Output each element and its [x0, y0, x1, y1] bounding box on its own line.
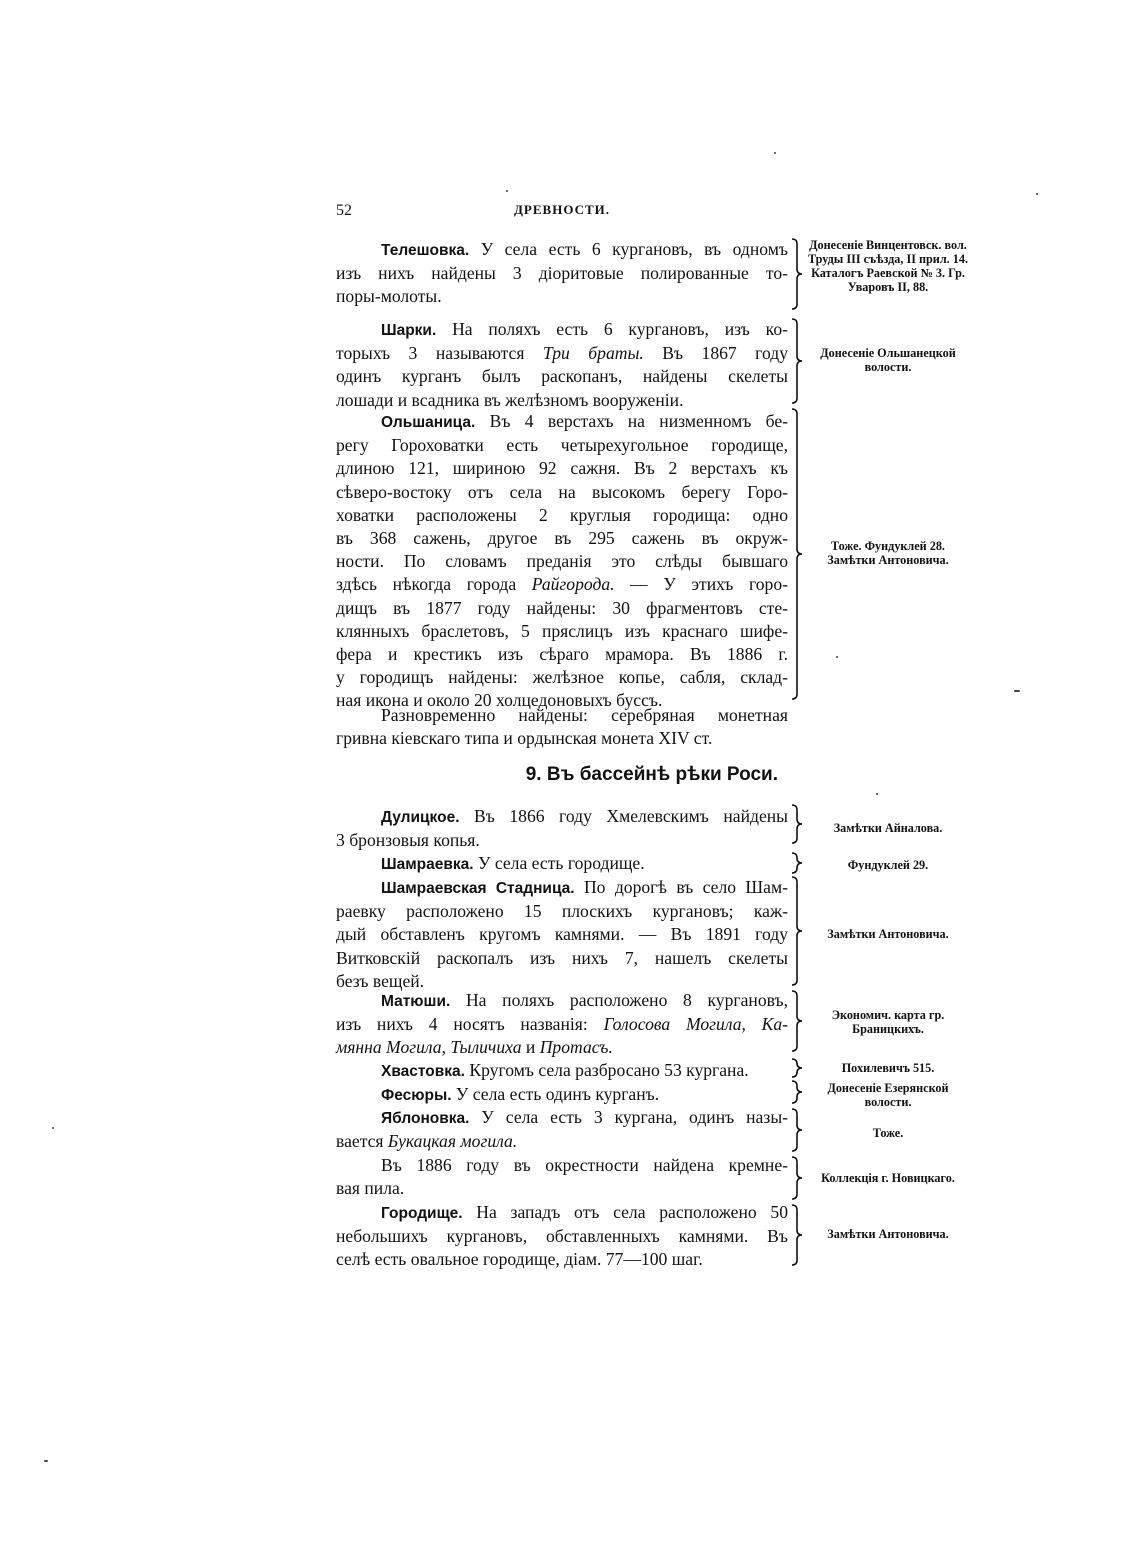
place-name: Шамраевская Стадница. [381, 880, 575, 897]
brace-khvastovka [790, 1058, 804, 1078]
italic-name: Три браты. [542, 343, 644, 364]
text-run: ная икона и около 20 холцедоновыхъ буссъ. [336, 690, 663, 711]
brace-icon [790, 1080, 804, 1104]
brace-teleshovka [790, 238, 804, 310]
text-run: торыхъ 3 называются [336, 343, 543, 364]
text-run: вается [336, 1131, 388, 1152]
text-run: одинъ курганъ былъ раскопанъ, найдены скелеты [336, 366, 788, 387]
text-run: и [521, 1037, 540, 1058]
text-run: раевку расположено 15 плоскихъ кургановъ; каж- [336, 901, 788, 922]
brace-icon [790, 990, 804, 1052]
note-fesyury: Донесеніе Езерянской волости. [827, 1081, 949, 1109]
italic-name: Букацкая могила. [387, 1131, 518, 1152]
text-line [336, 620, 788, 643]
text-run: регу Гороховатки есть четырехугольное городище, [336, 435, 788, 456]
text-line [336, 527, 788, 550]
page-header [336, 202, 788, 224]
text-run: здѣсь нѣкогда города [336, 574, 532, 595]
text-run: сѣверо-востоку отъ села на высокомъ берегу Горо- [336, 481, 788, 502]
text-line [336, 923, 788, 946]
text-run: Въ 4 верстахъ на низменномъ бе- [475, 411, 788, 431]
brace-icon [790, 876, 804, 986]
place-name: Телешовка. [381, 242, 470, 259]
place-name: Хвастовка. [381, 1063, 465, 1080]
text-line [336, 550, 788, 573]
brace-icon [790, 318, 804, 404]
text-run: изъ нихъ 4 носятъ названія: [336, 1014, 604, 1035]
text-run: въ 368 сажень, другое въ 295 сажень въ окруж- [336, 528, 788, 549]
text-run: Въ 1867 году [643, 343, 788, 364]
entry-raznovremenno [336, 704, 788, 750]
text-line [336, 481, 788, 504]
note-v1886: Коллекція г. Новицкаго. [821, 1171, 955, 1185]
brace-icon [790, 408, 804, 700]
scan-speck [876, 793, 878, 795]
entry-khvastovka [336, 1059, 788, 1083]
entry-shamraevka [336, 852, 788, 876]
section-heading-text: 9. Въ бассейнѣ рѣки Роси. [525, 764, 778, 785]
text-line [336, 1036, 788, 1059]
text-line [336, 318, 788, 342]
text-line [336, 238, 788, 262]
text-run: лошади и всадника въ желѣзномъ вооруженіи. [336, 389, 684, 410]
note-teleshovka: Донесеніе Винцентовск. вол. Труды III съѣзда, II прил. 14. Каталогъ Раевской № 3. Гр. Уваровъ II, 88. [808, 238, 968, 294]
text-line [336, 434, 788, 457]
text-line [336, 504, 788, 527]
scan-speck [836, 656, 838, 658]
text-run: фера и крестикъ изъ сѣраго мрамора. Въ 1886 г. [336, 644, 788, 665]
text-run: Въ 1866 году Хмелевскимъ найдены [459, 806, 788, 826]
place-name: Городище. [381, 1205, 463, 1222]
italic-name: мянна Могила, Тыличиха [336, 1037, 522, 1058]
text-run: гривна кіевскаго типа и ордынская монета XIV ст. [336, 728, 713, 749]
scan-speck [44, 1460, 48, 1462]
brace-shamraevskaya [790, 876, 804, 986]
text-run: Витковскій раскопалъ изъ нихъ 7, нашелъ скелеты [336, 947, 788, 968]
text-line [336, 1013, 788, 1036]
text-run: небольшихъ кургановъ, обставленныхъ камнями. Въ [336, 1226, 788, 1247]
place-name: Шарки. [381, 322, 437, 339]
brace-gorodishche [790, 1204, 804, 1266]
text-line [336, 852, 788, 876]
note-olshanitsa: Тоже. Фундуклей 28. Замѣтки Антоновича. [827, 539, 949, 567]
text-line [336, 989, 788, 1013]
entry-sharki [336, 318, 788, 412]
text-run: ности. По словамъ преданія это слѣды бывшаго [336, 551, 788, 572]
text-line [336, 1177, 788, 1200]
brace-icon [790, 238, 804, 310]
brace-icon [790, 1204, 804, 1266]
text-run: вая пила. [336, 1178, 405, 1199]
brace-icon [790, 804, 804, 844]
text-run: Разновременно найдены: серебряная монетная [381, 705, 788, 725]
text-line [336, 1106, 788, 1130]
place-name: Шамраевка. [381, 856, 474, 873]
text-line [336, 805, 788, 829]
text-line [336, 947, 788, 970]
note-yablonovka: Тоже. [872, 1126, 904, 1140]
text-line [336, 704, 788, 727]
text-run: Въ 1886 году въ окрестности найдена кремне- [381, 1155, 788, 1175]
text-line [336, 410, 788, 434]
entry-shamraevskaya [336, 876, 788, 993]
brace-shamraevka [790, 852, 804, 874]
note-gorodishche: Замѣтки Антоновича. [827, 1227, 949, 1241]
entry-teleshovka [336, 238, 788, 309]
text-run: Кругомъ села разбросано 53 кургана. [464, 1060, 749, 1080]
italic-name: Райгорода. [531, 574, 615, 595]
scan-speck [774, 152, 776, 154]
text-run: — У этихъ горо- [614, 574, 788, 595]
page-number: 52 [336, 202, 352, 219]
text-line [336, 1201, 788, 1225]
brace-v1886 [790, 1156, 804, 1200]
text-line [336, 829, 788, 852]
brace-matyushi [790, 990, 804, 1052]
place-name: Яблоновка. [381, 1110, 470, 1127]
text-line [336, 1248, 788, 1271]
place-name: Матюши. [381, 993, 451, 1010]
scan-speck [52, 1127, 54, 1129]
note-matyushi: Экономич. карта гр. Браницкихъ. [831, 1008, 945, 1036]
text-line [336, 389, 788, 412]
text-run: безъ вещей. [336, 970, 425, 991]
text-run: На поляхъ расположено 8 кургановъ, [450, 990, 788, 1010]
entry-gorodishche [336, 1201, 788, 1272]
text-run: у городищъ найдены: желѣзное копье, сабля, склад- [336, 667, 788, 688]
text-line [336, 727, 788, 750]
note-shamraevskaya: Замѣтки Антоновича. [827, 927, 949, 941]
text-run: изъ нихъ найдены 3 діоритовые полированные то- [336, 263, 788, 284]
text-line [336, 1083, 788, 1107]
text-run: У села есть городище. [473, 853, 645, 873]
text-line [336, 1059, 788, 1083]
brace-icon [790, 1108, 804, 1152]
entry-fesyury [336, 1083, 788, 1107]
brace-icon [790, 852, 804, 874]
brace-icon [790, 1058, 804, 1078]
running-title: ДРЕВНОСТИ. [513, 202, 611, 217]
text-line [336, 457, 788, 480]
scan-speck [1036, 193, 1038, 195]
entry-olshanitsa [336, 410, 788, 713]
text-run: По дорогѣ въ село Шам- [574, 877, 788, 897]
note-khvastovka: Похилевичъ 515. [841, 1061, 935, 1075]
entry-v1886 [336, 1154, 788, 1200]
text-line [336, 1154, 788, 1177]
text-line [336, 1225, 788, 1248]
text-run: 3 бронзовыя копья. [336, 830, 480, 851]
place-name: Ольшаница. [381, 414, 476, 431]
brace-sharki [790, 318, 804, 404]
text-run: На поляхъ есть 6 кургановъ, изъ ко- [436, 319, 788, 339]
text-run: дый обставленъ кругомъ камнями. — Въ 1891 году [336, 924, 788, 945]
text-line [336, 1130, 788, 1153]
text-run: На западъ отъ села расположено 50 [462, 1202, 788, 1222]
brace-yablonovka [790, 1108, 804, 1152]
text-line [336, 365, 788, 388]
text-run: поры-молоты. [336, 286, 442, 307]
brace-dulitskoe [790, 804, 804, 844]
note-sharki: Донесеніе Ольшанецкой волости. [820, 346, 956, 374]
note-dulitskoe: Замѣтки Айналова. [833, 821, 943, 835]
note-shamraevka: Фундуклей 29. [847, 858, 929, 872]
text-line [336, 597, 788, 620]
text-line [336, 285, 788, 308]
text-line [336, 262, 788, 285]
brace-icon [790, 1156, 804, 1200]
place-name: Дулицкое. [381, 809, 460, 826]
text-run: ховатки расположены 2 круглыя городища: одно [336, 504, 788, 525]
scan-speck [506, 190, 508, 192]
text-line [336, 573, 788, 596]
text-line [336, 342, 788, 365]
text-line [336, 900, 788, 923]
brace-fesyury [790, 1080, 804, 1104]
text-line [336, 666, 788, 689]
brace-olshanitsa [790, 408, 804, 700]
text-run: длиною 121, шириною 92 сажня. Въ 2 верстахъ къ [336, 458, 788, 479]
text-run: дищъ въ 1877 году найдены: 30 фрагментовъ сте- [336, 597, 788, 618]
entry-dulitskoe [336, 805, 788, 852]
scan-speck [1014, 690, 1020, 692]
text-run: У села есть одинъ курганъ. [451, 1084, 660, 1104]
text-line [336, 876, 788, 900]
entry-matyushi [336, 989, 788, 1060]
text-run: клянныхъ браслетовъ, 5 пряслицъ изъ краснаго шифе- [336, 620, 788, 641]
italic-name: Протасъ. [539, 1037, 613, 1058]
text-run: У села есть 3 кургана, одинъ назы- [469, 1107, 788, 1127]
entry-yablonovka [336, 1106, 788, 1153]
text-run: У села есть 6 кургановъ, въ одномъ [469, 239, 788, 259]
text-run: селѣ есть овальное городище, діам. 77—100 шаг. [336, 1249, 703, 1270]
place-name: Фесюры. [381, 1087, 452, 1104]
section-heading [336, 764, 788, 786]
italic-name: Голосова Могила, Ка- [603, 1014, 789, 1035]
text-line [336, 643, 788, 666]
